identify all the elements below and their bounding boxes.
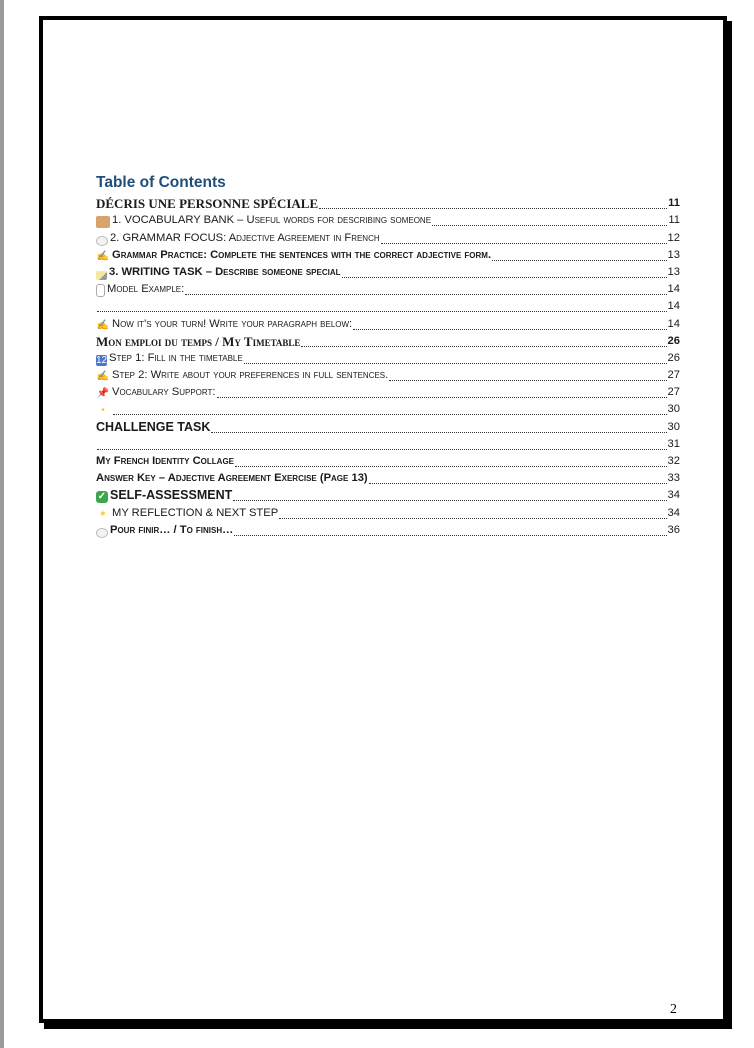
dot-leader — [97, 449, 667, 450]
clipboard-icon — [96, 284, 105, 297]
toc-entry-text: Grammar Practice: Complete the sentences with the correct adjective form. — [112, 248, 492, 261]
toc-entry-text: 1. VOCABULARY BANK – Useful words for describing someone — [112, 214, 432, 227]
numbers-icon: 12 — [96, 354, 108, 366]
dot-leader — [211, 432, 666, 433]
toc-entry-page: 36 — [667, 523, 680, 536]
toc-entry[interactable] — [96, 487, 680, 504]
toc-entry-text: 2. GRAMMAR FOCUS: Adjective Agreement in French — [110, 231, 380, 244]
toc-entry-page: 26 — [667, 334, 680, 347]
toc-entry-page: 34 — [667, 506, 680, 519]
toc-heading: Table of Contents — [96, 174, 226, 191]
toc-entry[interactable] — [96, 350, 680, 367]
toc-entry-page: 30 — [667, 420, 680, 433]
toc-entry[interactable] — [96, 315, 680, 332]
check-mark-icon: ✓ — [97, 491, 107, 503]
dot-leader — [113, 414, 667, 415]
toc-entry-text: Now it's your turn! Write your paragraph below: — [112, 317, 353, 330]
pencil-icon — [96, 271, 107, 280]
toc-entry-page: 27 — [667, 369, 680, 382]
toc-entry-page: 14 — [667, 283, 680, 296]
toc-entry-text: Step 1: Fill in the timetable — [109, 351, 243, 364]
toc-entry[interactable] — [96, 470, 680, 487]
page-number: 2 — [670, 1002, 677, 1017]
dot-leader — [301, 346, 666, 347]
sparkle-icon: ✶ — [98, 508, 108, 520]
toc-entry-text: SELF-ASSESSMENT — [110, 488, 233, 503]
toc-entry[interactable] — [96, 522, 680, 539]
pushpin-icon: 📌 — [96, 388, 110, 400]
dot-leader — [432, 225, 667, 226]
toc-entry[interactable] — [96, 247, 680, 264]
table-of-contents — [96, 173, 680, 539]
dot-leader — [244, 363, 667, 364]
toc-entry-page: 32 — [667, 455, 680, 467]
toc-entry-text: My French Identity Collage — [96, 455, 235, 467]
toc-entry[interactable] — [96, 333, 680, 350]
dot-leader — [233, 500, 666, 501]
toc-entry-text: Vocabulary Support: — [112, 386, 216, 399]
toc-entry-page: 13 — [667, 248, 680, 261]
book-icon — [96, 216, 110, 228]
toc-entry-page: 14 — [667, 300, 680, 313]
writing-hand-icon: ✍ — [96, 319, 110, 331]
toc-entry[interactable] — [96, 195, 680, 212]
toc-entry-text: Pour finir… / To finish… — [110, 523, 234, 536]
toc-entry-text: MY REFLECTION & NEXT STEP — [112, 506, 279, 519]
toc-entry-page: 31 — [667, 437, 680, 450]
writing-hand-icon: ✍ — [96, 371, 110, 383]
dot-leader — [234, 535, 666, 536]
toc-entry[interactable] — [96, 367, 680, 384]
toc-entry-text: Mon emploi du temps / My Timetable — [96, 333, 301, 349]
dot-leader — [353, 329, 666, 330]
dot-leader — [369, 483, 667, 484]
toc-entry[interactable] — [96, 436, 680, 453]
toc-entries — [96, 195, 680, 539]
toc-entry-text: DÉCRIS UNE PERSONNE SPÉCIALE — [96, 196, 319, 212]
toc-entry[interactable] — [96, 281, 680, 298]
dot-leader — [381, 243, 667, 244]
dot-leader — [319, 208, 667, 209]
dot-leader — [389, 380, 666, 381]
toc-entry-page: 34 — [667, 489, 680, 502]
toc-entry-text: CHALLENGE TASK — [96, 419, 211, 434]
dot-leader — [492, 260, 666, 261]
toc-entry-page: 27 — [667, 386, 680, 399]
toc-entry-page: 14 — [667, 317, 680, 330]
dot-leader — [342, 277, 667, 278]
light-bulb-icon: • — [101, 405, 105, 417]
writing-hand-icon: ✍ — [96, 250, 110, 262]
toc-entry-text: Answer Key – Adjective Agreement Exercise (Page 13) — [96, 472, 368, 485]
toc-entry-page: 12 — [667, 231, 680, 244]
toc-entry[interactable] — [96, 453, 680, 470]
document-page — [39, 16, 727, 1023]
toc-entry[interactable] — [96, 504, 680, 521]
toc-entry-text: Step 2: Write about your preferences in full sentences. — [112, 369, 389, 382]
window-edge — [0, 0, 4, 1048]
toc-entry-page: 11 — [668, 197, 680, 210]
toc-entry[interactable] — [96, 212, 680, 229]
dot-leader — [235, 466, 667, 467]
toc-entry-text: 3. WRITING TASK – Describe someone special — [109, 265, 341, 278]
toc-entry[interactable] — [96, 401, 680, 418]
dot-leader — [279, 518, 666, 519]
toc-entry[interactable] — [96, 418, 680, 435]
dot-leader — [185, 294, 666, 295]
toc-entry-page: 33 — [667, 472, 680, 485]
toc-entry[interactable] — [96, 264, 680, 281]
toc-entry-text: Model Example: — [107, 283, 185, 296]
speech-bubble-icon — [96, 236, 108, 246]
toc-entry[interactable] — [96, 298, 680, 315]
dot-leader — [97, 311, 667, 312]
toc-entry-page: 11 — [668, 214, 680, 227]
speech-bubble-icon — [96, 528, 108, 538]
toc-entry-page: 26 — [667, 351, 680, 364]
dot-leader — [217, 397, 667, 398]
toc-entry[interactable] — [96, 229, 680, 246]
toc-entry-page: 13 — [667, 265, 680, 278]
toc-entry[interactable] — [96, 384, 680, 401]
toc-entry-page: 30 — [667, 403, 680, 416]
